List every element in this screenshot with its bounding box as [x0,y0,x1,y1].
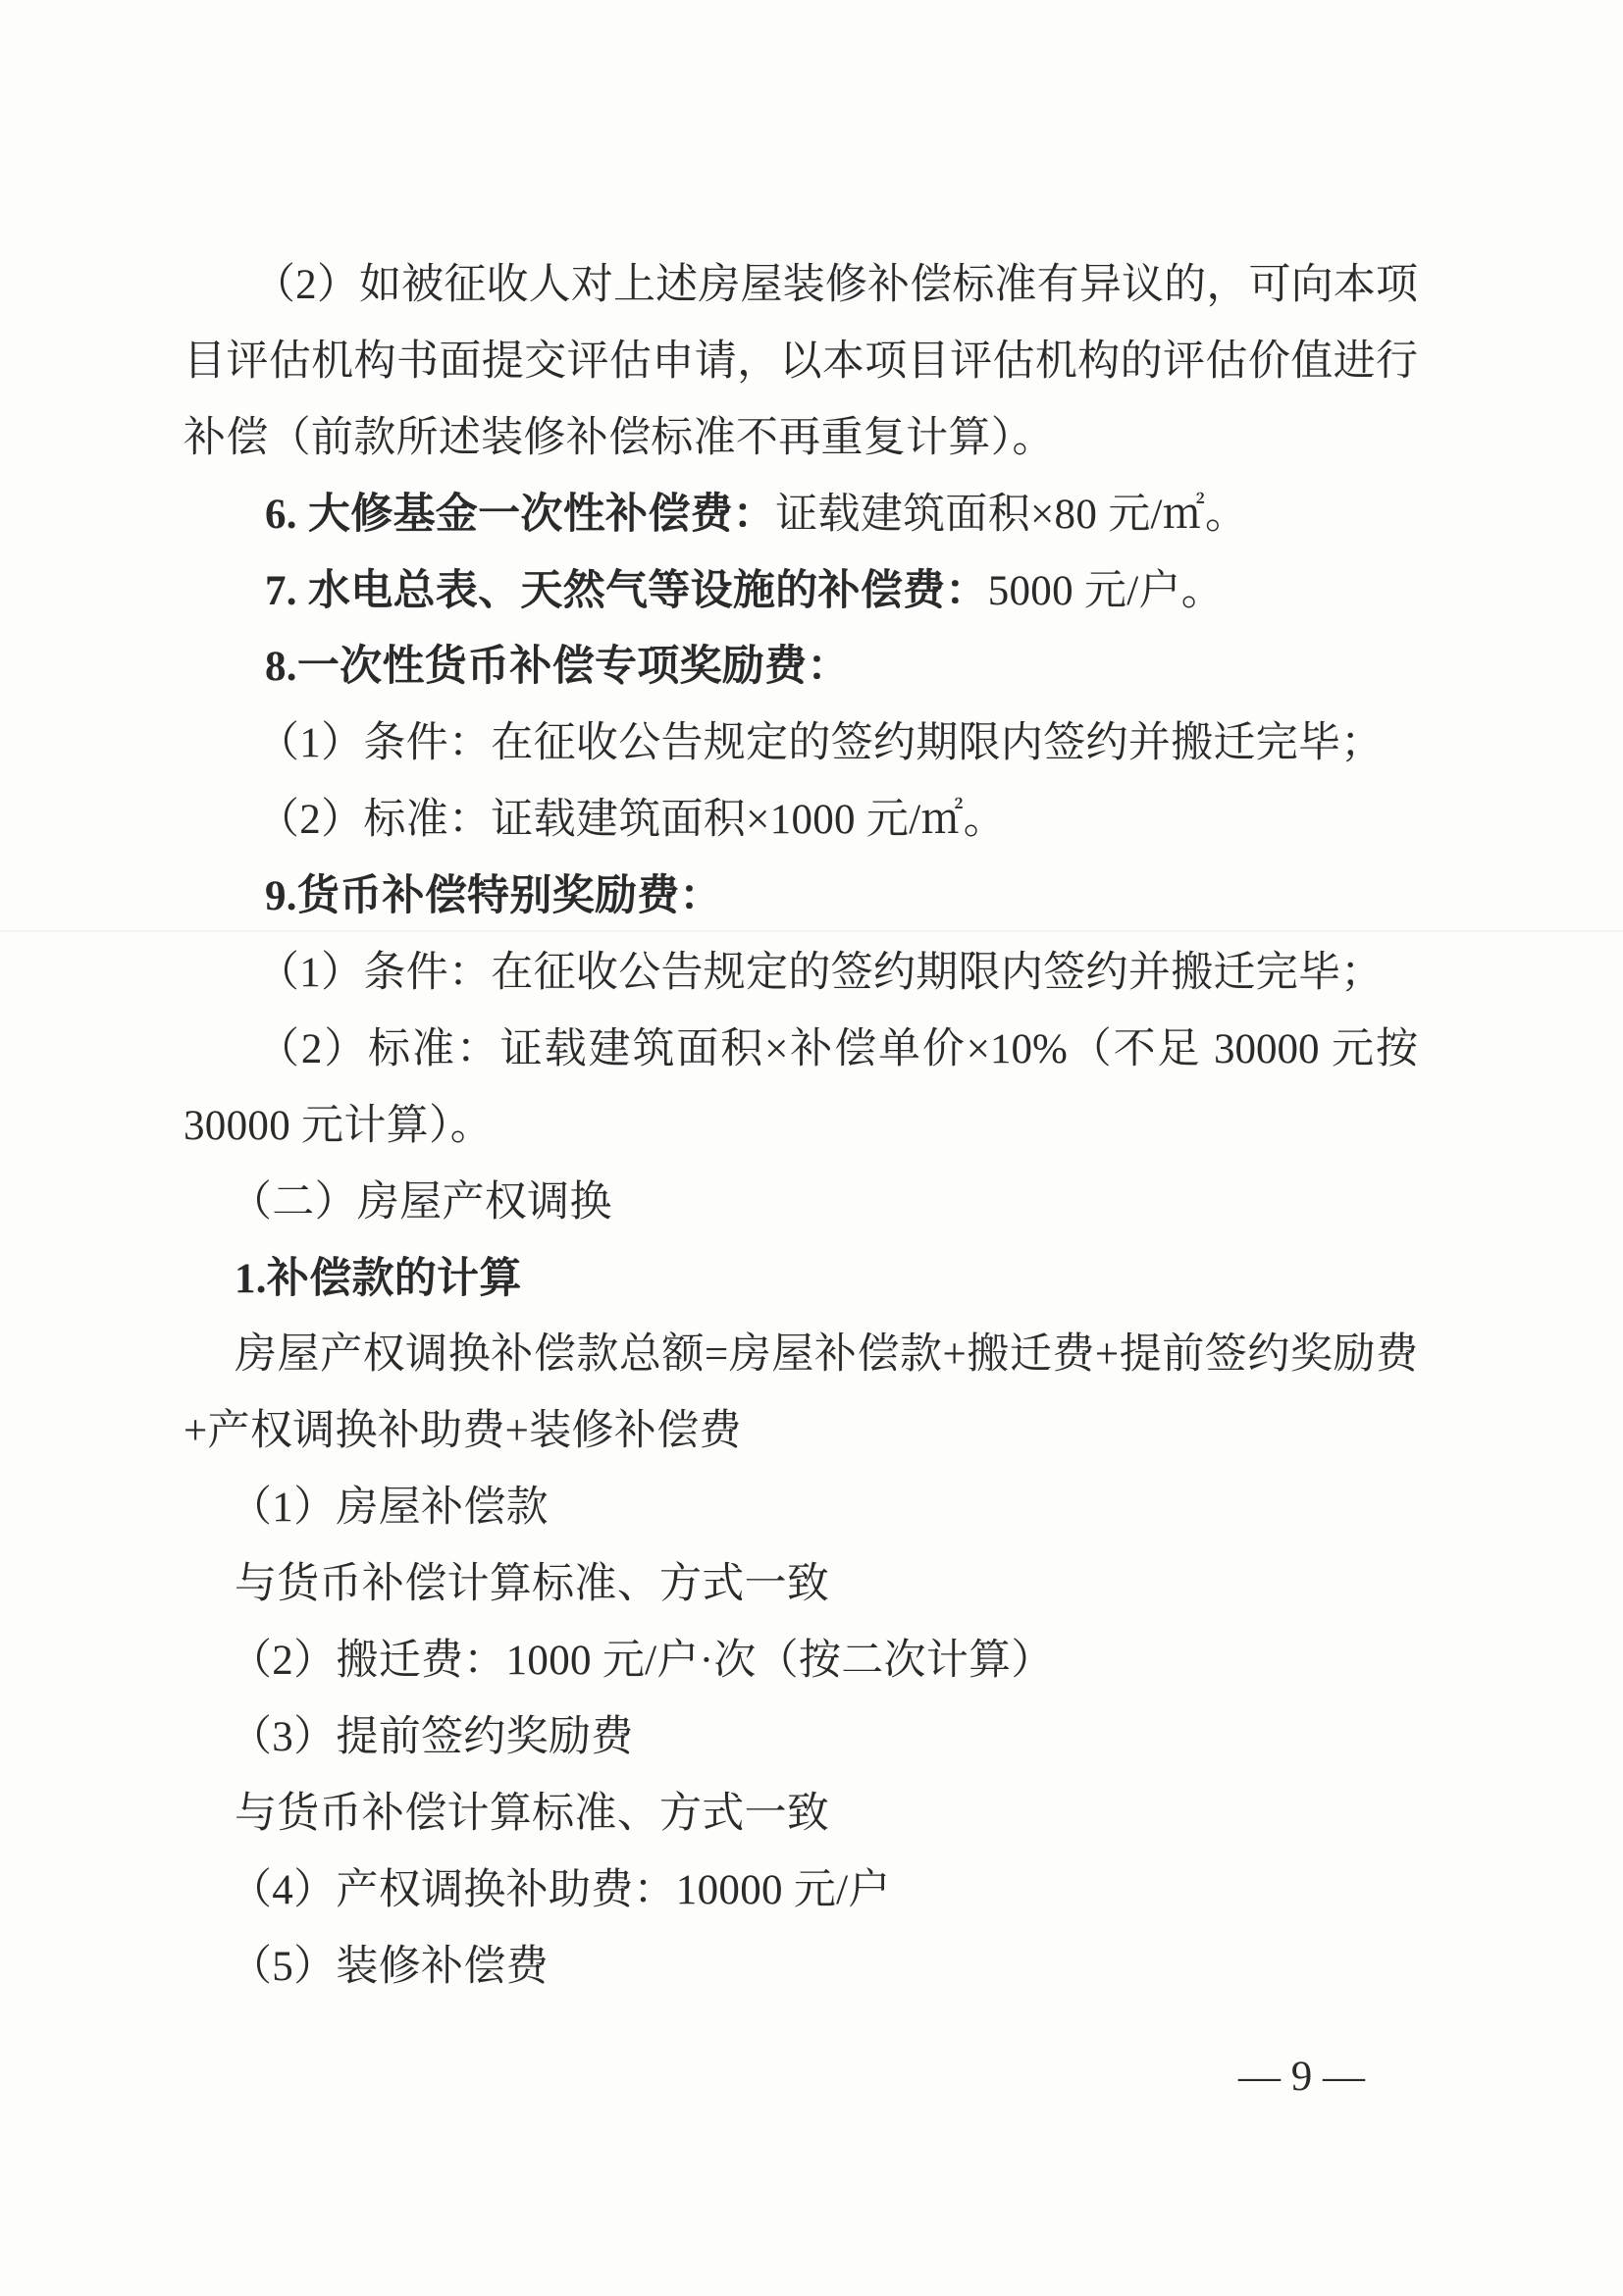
item-7-value: 5000 元/户。 [987,567,1225,614]
item-9-standard-line-2: 30000 元计算）。 [183,1102,494,1149]
component-1-title: （1）房屋补偿款 [230,1485,549,1532]
item-6 [265,477,1623,553]
subsection-1-title: 1.补偿款的计算 [235,1255,522,1302]
section-2-title: （二）房屋产权调换 [230,1178,612,1226]
item-8-title: 8.一次性货币补偿专项奖励费： [265,644,850,691]
item-7-label: 7. 水电总表、天然气等设施的补偿费： [265,567,988,614]
item-6-value: 证载建筑面积×80 元/㎡。 [775,491,1248,538]
item-9-standard-line-1: （2）标准：证载建筑面积×补偿单价×10%（不足 30000 元按 [257,1025,1418,1072]
clause-line-3: 补偿（前款所述装修补偿标准不再重复计算）。 [183,414,1055,461]
document-body [0,247,1623,2005]
item-9-title: 9.货币补偿特别奖励费： [265,873,722,920]
component-2-title: （2）搬迁费：1000 元/户·次（按二次计算） [230,1638,1054,1685]
component-1-note: 与货币补偿计算标准、方式一致 [235,1561,830,1608]
component-5-title: （5）装修补偿费 [230,1943,549,1990]
clause-line-2: 目评估机构书面提交评估申请，以本项目评估机构的评估价值进行 [183,338,1418,385]
item-9-condition: （1）条件：在征收公告规定的签约期限内签约并搬迁完毕； [257,950,1384,997]
clause-line-1: （2）如被征收人对上述房屋装修补偿标准有异议的，可向本项 [253,262,1418,308]
component-3-title: （3）提前签约奖励费 [230,1713,634,1760]
formula-line-1: 房屋产权调换补偿款总额=房屋补偿款+搬迁费+提前签约奖励费 [235,1331,1418,1379]
item-8-standard: （2）标准：证载建筑面积×1000 元/㎡。 [257,797,1007,844]
item-7 [265,553,1623,630]
item-6-label: 6. 大修基金一次性补偿费： [265,491,776,538]
formula-line-2: +产权调换补助费+装修补偿费 [183,1408,742,1455]
component-3-note: 与货币补偿计算标准、方式一致 [235,1790,830,1837]
component-4-title: （4）产权调换补助费：10000 元/户 [230,1866,891,1913]
page-number: — 9 — [1238,2054,1365,2100]
item-8-condition: （1）条件：在征收公告规定的签约期限内签约并搬迁完毕； [257,720,1384,767]
